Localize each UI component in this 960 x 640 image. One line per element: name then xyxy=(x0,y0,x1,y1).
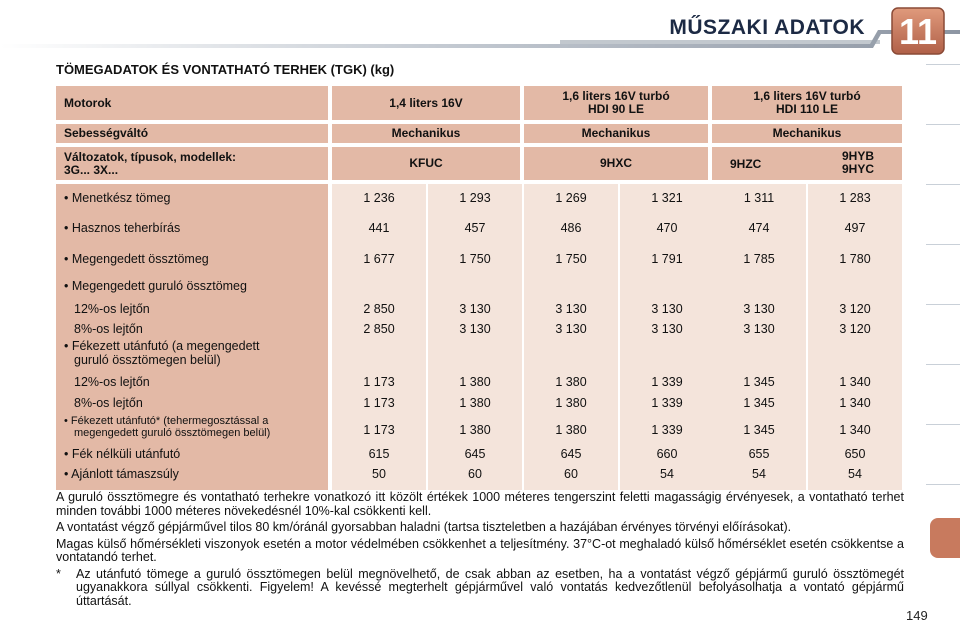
table-cell: 60 xyxy=(468,467,482,481)
table-cell: 1 750 xyxy=(555,252,587,266)
header-cell-gearbox: Sebességváltó xyxy=(56,124,328,143)
row-label xyxy=(64,279,247,293)
variant-9hyb: 9HYB xyxy=(842,149,875,163)
table-cell: 645 xyxy=(464,447,486,461)
row-label xyxy=(74,322,143,336)
tab-divider xyxy=(926,64,960,65)
table-cell: 1 269 xyxy=(555,191,587,205)
table-cell: 1 340 xyxy=(839,375,871,389)
weights-table xyxy=(56,86,902,490)
gearbox-group-3: Mechanikus xyxy=(712,124,902,143)
row-label xyxy=(74,396,143,410)
header-cell-engines: Motorok xyxy=(56,86,328,120)
row-label-text-line2: megengedett guruló össztömegen belül) xyxy=(74,427,271,439)
table-cell: 1 780 xyxy=(839,252,871,266)
table-cell: 1 173 xyxy=(363,396,395,410)
table-cell: 1 173 xyxy=(363,375,395,389)
row-label xyxy=(64,191,171,205)
note-temperature: Magas külső hőmérsékleti viszonyok esetén a motor védelmében csökkenhet a teljesítmény. 37°C-ot meghaladó külső hőmérséklet esetén csökkentse a vontatandó terhet. xyxy=(56,536,904,564)
table-cell: 3 130 xyxy=(651,322,683,336)
row-label-text: • Megengedett guruló össztömeg xyxy=(64,279,247,293)
table-cell: 54 xyxy=(660,467,674,481)
variant-9hzc: 9HZC xyxy=(730,157,762,171)
tab-divider xyxy=(926,124,960,125)
row-label xyxy=(64,339,259,367)
table-cell: 1 345 xyxy=(743,423,775,437)
header-bar xyxy=(0,0,960,58)
table-cell: 1 339 xyxy=(651,375,683,389)
table-cell: 441 xyxy=(368,221,390,235)
chapter-tab-active[interactable] xyxy=(930,518,960,558)
row-label-text: 12%-os lejtőn xyxy=(74,302,150,316)
gearbox-group-2: Mechanikus xyxy=(524,124,708,143)
table-cell: 54 xyxy=(752,467,766,481)
variants-label-line1: Változatok, típusok, modellek: xyxy=(64,149,237,164)
table-cell: 1 236 xyxy=(363,191,395,205)
row-label-text: • Hasznos teherbírás xyxy=(64,221,181,235)
note-speed: A vontatást végző gépjárművel tilos 80 km/óránál gyorsabban haladni (tartsa tiszteletben a hazájában érvényes törvényi előírásokat). xyxy=(56,520,792,534)
table-cell: 615 xyxy=(368,447,390,461)
table-cell: 1 321 xyxy=(651,191,683,205)
row-label-text: 8%-os lejtőn xyxy=(74,396,143,410)
row-label-text: • Megengedett össztömeg xyxy=(64,252,209,266)
variant-group-3 xyxy=(712,147,902,180)
footnotes xyxy=(56,491,904,608)
variant-9hyb-9hyc xyxy=(842,150,874,176)
row-label-text: • Fékezett utánfutó (a megengedett xyxy=(64,339,260,353)
row-label xyxy=(74,302,150,316)
table-cell: 1 380 xyxy=(459,375,491,389)
tab-divider xyxy=(926,304,960,305)
table-cell: 1 293 xyxy=(459,191,491,205)
note-trailer-load: Az utánfutó tömege a guruló össztömegen belül megnövelhető, de csak abban az esetben, ha a vontatást végző gépjármű guruló össztömegét ugyanakkora súllyal csökkenti. Figyelem! A kevéssé megterhelt gépjárművel való vontatás kedvezőtlenül befolyásolhatja a vontató gépjármű úttartását. xyxy=(76,566,904,608)
row-label xyxy=(64,447,180,461)
table-cell: 2 850 xyxy=(363,302,395,316)
tab-divider xyxy=(926,244,960,245)
variant-kfuc: KFUC xyxy=(332,147,520,180)
table-cell: 645 xyxy=(560,447,582,461)
table-cell: 457 xyxy=(464,221,486,235)
note-altitude: A guruló össztömegre és vontatható terhekre vonatkozó itt közölt értékek 1000 méteres tengerszint feletti magasságig érvényesek, a vontatható terhet minden további 1000 méteres növekedésnél 10%-kal csökkenti kell. xyxy=(56,490,904,518)
row-label-text: 8%-os lejtőn xyxy=(74,322,143,336)
table-cell: 1 380 xyxy=(459,423,491,437)
tab-divider xyxy=(926,484,960,485)
row-label-text: 12%-os lejtőn xyxy=(74,375,150,389)
chapter-tab-strip xyxy=(926,64,960,584)
table-cell: 1 340 xyxy=(839,423,871,437)
table-cell: 1 750 xyxy=(459,252,491,266)
table-cell: 1 677 xyxy=(363,252,395,266)
table-cell: 60 xyxy=(564,467,578,481)
tab-divider xyxy=(926,184,960,185)
table-cell: 1 339 xyxy=(651,423,683,437)
tab-divider xyxy=(926,424,960,425)
table-cell: 1 380 xyxy=(459,396,491,410)
variants-label-line2: 3G... 3X... xyxy=(64,162,119,177)
table-cell: 3 130 xyxy=(555,322,587,336)
table-cell: 1 785 xyxy=(743,252,775,266)
table-cell: 1 340 xyxy=(839,396,871,410)
header-cell-variants xyxy=(56,147,328,180)
table-cell: 3 130 xyxy=(459,322,491,336)
table-cell: 1 791 xyxy=(651,252,683,266)
table-cell: 1 173 xyxy=(363,423,395,437)
table-cell: 470 xyxy=(656,221,678,235)
variant-9hxc: 9HXC xyxy=(524,147,708,180)
table-cell: 3 130 xyxy=(555,302,587,316)
gearbox-group-1: Mechanikus xyxy=(332,124,520,143)
table-cell: 650 xyxy=(844,447,866,461)
table-cell: 1 380 xyxy=(555,396,587,410)
section-title: TÖMEGADATOK ÉS VONTATHATÓ TERHEK (TGK) (kg) xyxy=(56,62,395,77)
asterisk-mark: * xyxy=(56,566,61,581)
row-label xyxy=(64,252,209,266)
table-cell: 3 130 xyxy=(459,302,491,316)
table-cell: 3 130 xyxy=(743,322,775,336)
note-asterisk xyxy=(56,568,904,609)
table-cell: 1 380 xyxy=(555,375,587,389)
table-cell: 3 130 xyxy=(743,302,775,316)
row-label xyxy=(64,467,179,481)
engine-group-1: 1,4 liters 16V xyxy=(332,86,520,120)
table-cell: 1 339 xyxy=(651,396,683,410)
table-cell: 497 xyxy=(844,221,866,235)
row-label xyxy=(64,415,270,439)
table-cell: 54 xyxy=(848,467,862,481)
table-cell: 655 xyxy=(748,447,770,461)
table-cell: 3 120 xyxy=(839,322,871,336)
variant-9hyc: 9HYC xyxy=(842,162,875,176)
table-cell: 1 380 xyxy=(555,423,587,437)
row-label-text: • Fékezett utánfutó* (tehermegosztással a xyxy=(64,415,269,427)
chapter-number: 11 xyxy=(898,11,938,52)
table-cell: 3 120 xyxy=(839,302,871,316)
tab-divider xyxy=(926,364,960,365)
table-cell: 474 xyxy=(748,221,770,235)
table-cell: 50 xyxy=(372,467,386,481)
engine-group-3: 1,6 liters 16V turbó HDI 110 LE xyxy=(712,86,902,120)
row-label-text: • Fék nélküli utánfutó xyxy=(64,447,181,461)
table-cell: 1 283 xyxy=(839,191,871,205)
row-label-text-line2: guruló össztömegen belül) xyxy=(74,353,221,367)
table-cell: 1 345 xyxy=(743,375,775,389)
table-cell: 3 130 xyxy=(651,302,683,316)
table-cell: 1 311 xyxy=(743,191,775,205)
row-label-text: • Ajánlott támaszsúly xyxy=(64,467,179,481)
row-label-text: • Menetkész tömeg xyxy=(64,191,171,205)
table-cell: 2 850 xyxy=(363,322,395,336)
chapter-title: MŰSZAKI ADATOK xyxy=(669,16,865,39)
table-cell: 1 345 xyxy=(743,396,775,410)
table-cell: 486 xyxy=(560,221,582,235)
page-number: 149 xyxy=(906,608,928,623)
row-label xyxy=(64,221,180,235)
engine-group-2: 1,6 liters 16V turbó HDI 90 LE xyxy=(524,86,708,120)
table-cell: 660 xyxy=(656,447,678,461)
row-label xyxy=(74,375,150,389)
